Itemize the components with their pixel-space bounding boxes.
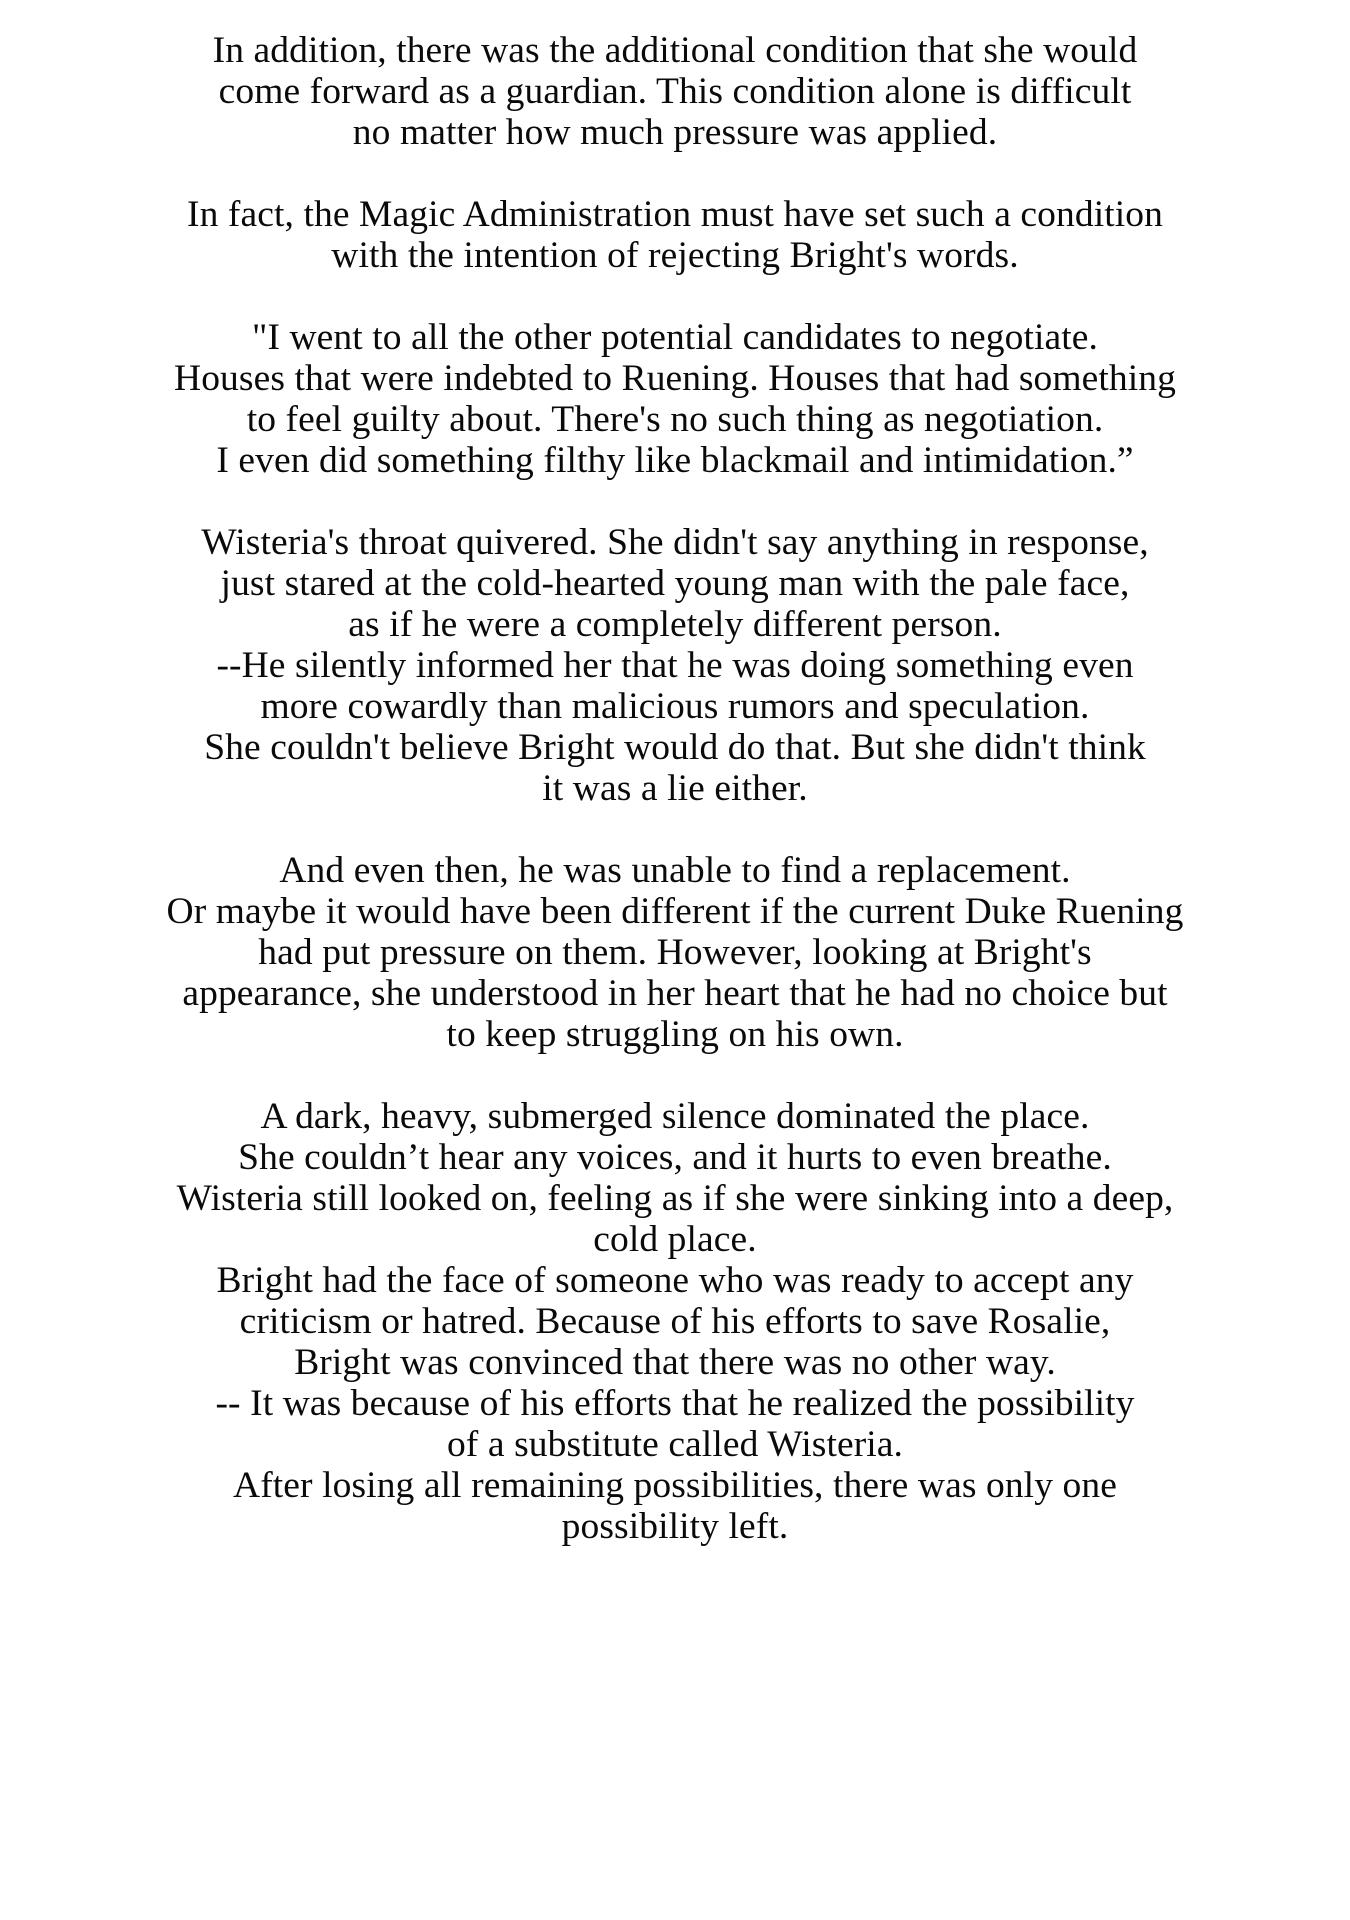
paragraph-5 [80, 850, 1270, 1055]
text-line: Or maybe it would have been different if the current Duke Ruening [166, 891, 1184, 932]
paragraph-2 [80, 194, 1270, 276]
paragraph-3 [80, 317, 1270, 481]
text-line: She couldn't believe Bright would do that. But she didn't think [204, 727, 1146, 768]
paragraph-6 [80, 1096, 1270, 1547]
text-line: -- It was because of his efforts that he realized the possibility [215, 1383, 1135, 1424]
text-line: with the intention of rejecting Bright's words. [331, 235, 1019, 276]
text-line: Bright had the face of someone who was ready to accept any [216, 1260, 1134, 1301]
text-line: In addition, there was the additional condition that she would [212, 30, 1138, 71]
text-line: She couldn’t hear any voices, and it hurts to even breathe. [238, 1137, 1112, 1178]
text-line: After losing all remaining possibilities, there was only one [233, 1465, 1117, 1506]
text-line: Bright was convinced that there was no other way. [294, 1342, 1056, 1383]
text-line: it was a lie either. [542, 768, 808, 809]
paragraph-1 [80, 30, 1270, 153]
text-line: to feel guilty about. There's no such thing as negotiation. [246, 399, 1104, 440]
text-line: Wisteria's throat quivered. She didn't say anything in response, [201, 522, 1149, 563]
text-line: In fact, the Magic Administration must have set such a condition [187, 194, 1163, 235]
text-line: I even did something filthy like blackmail and intimidation.” [216, 440, 1134, 481]
text-line: as if he were a completely different person. [348, 604, 1002, 645]
text-line: to keep struggling on his own. [446, 1014, 904, 1055]
text-line: had put pressure on them. However, looking at Bright's [258, 932, 1092, 973]
paragraph-4 [80, 522, 1270, 809]
text-line: --He silently informed her that he was doing something even [216, 645, 1134, 686]
text-line: Wisteria still looked on, feeling as if she were sinking into a deep, [176, 1178, 1174, 1219]
text-line: no matter how much pressure was applied. [352, 112, 998, 153]
text-line: just stared at the cold-hearted young man with the pale face, [220, 563, 1130, 604]
text-line: of a substitute called Wisteria. [446, 1424, 904, 1465]
text-line: Houses that were indebted to Ruening. Houses that had something [174, 358, 1176, 399]
text-line: A dark, heavy, submerged silence dominated the place. [260, 1096, 1090, 1137]
text-line: criticism or hatred. Because of his efforts to save Rosalie, [239, 1301, 1111, 1342]
text-line: possibility left. [561, 1506, 789, 1547]
text-line: come forward as a guardian. This condition alone is difficult [218, 71, 1132, 112]
text-line: And even then, he was unable to find a replacement. [279, 850, 1071, 891]
text-line: "I went to all the other potential candidates to negotiate. [252, 317, 1098, 358]
text-line: cold place. [593, 1219, 757, 1260]
text-line: appearance, she understood in her heart that he had no choice but [182, 973, 1168, 1014]
text-line: more cowardly than malicious rumors and speculation. [260, 686, 1090, 727]
